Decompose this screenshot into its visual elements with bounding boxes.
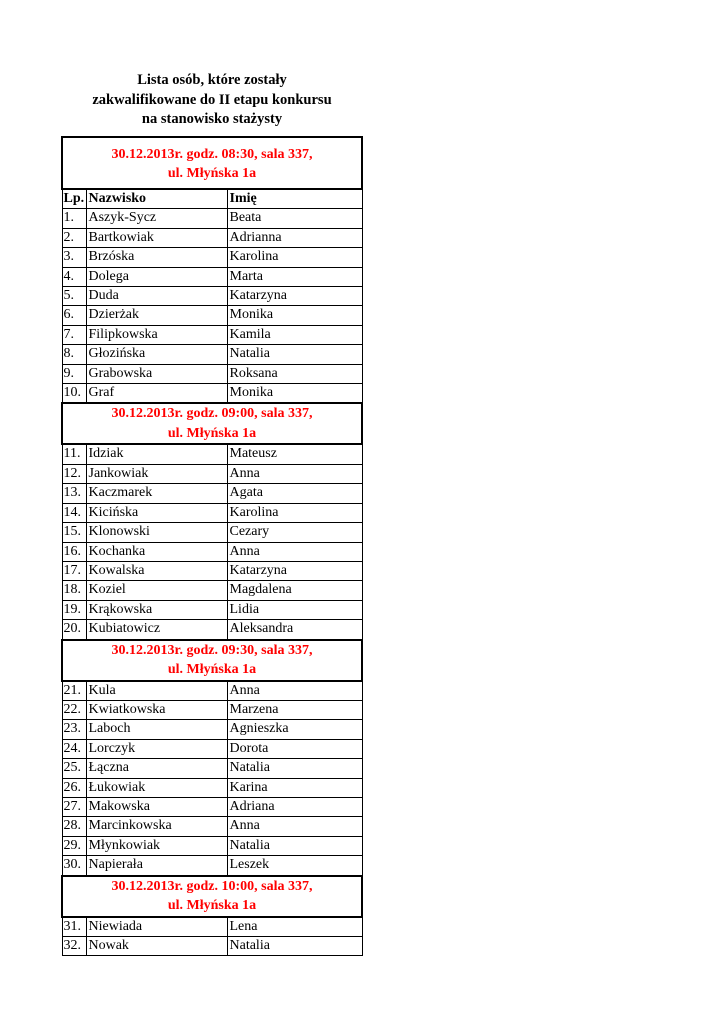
row-surname: Filipkowska [86,325,227,344]
table-row [62,856,362,876]
row-surname: Brzóska [86,248,227,267]
row-number: 4. [62,267,86,286]
header-lp: Lp. [62,189,86,209]
row-firstname: Roksana [227,364,362,383]
row-surname: Aszyk-Sycz [86,209,227,228]
row-surname: Nowak [86,937,227,956]
row-firstname: Adrianna [227,228,362,247]
row-firstname: Dorota [227,739,362,758]
session-date-time-room: 30.12.2013r. godz. 08:30, sala 337, [111,146,313,162]
row-surname: Kowalska [86,561,227,580]
row-number: 2. [62,228,86,247]
table-row [62,345,362,364]
row-surname: Lorczyk [86,739,227,758]
row-number: 21. [62,681,86,701]
row-surname: Dolega [86,267,227,286]
row-surname: Kula [86,681,227,701]
row-surname: Duda [86,287,227,306]
table-row [62,248,362,267]
session-date-time-room: 30.12.2013r. godz. 09:00, sala 337, [111,406,313,422]
table-row [62,561,362,580]
table-row [62,364,362,383]
row-number: 13. [62,484,86,503]
row-number: 17. [62,561,86,580]
session-heading-row [62,640,362,681]
row-surname: Napierała [86,856,227,876]
row-firstname: Marta [227,267,362,286]
row-firstname: Adriana [227,797,362,816]
row-number: 6. [62,306,86,325]
session-heading [62,640,362,681]
session-date-time-room: 30.12.2013r. godz. 09:30, sala 337, [111,642,313,658]
row-surname: Krąkowska [86,600,227,619]
row-surname: Jankowiak [86,464,227,483]
session-address: ul. Młyńska 1a [167,898,257,914]
row-number: 23. [62,720,86,739]
table-row [62,797,362,816]
row-firstname: Katarzyna [227,561,362,580]
row-firstname: Lidia [227,600,362,619]
table-row [62,209,362,228]
row-number: 1. [62,209,86,228]
table-row [62,306,362,325]
table-row [62,681,362,701]
row-firstname: Karina [227,778,362,797]
row-surname: Młynkowiak [86,836,227,855]
table-row [62,778,362,797]
row-firstname: Karolina [227,248,362,267]
table-row [62,384,362,404]
session-address: ul. Młyńska 1a [167,425,257,441]
table-row [62,917,362,937]
candidates-table-body [62,137,362,956]
session-heading [62,137,362,189]
table-row [62,620,362,640]
row-firstname: Cezary [227,523,362,542]
row-number: 5. [62,287,86,306]
row-number: 28. [62,817,86,836]
row-number: 20. [62,620,86,640]
row-surname: Kicińska [86,503,227,522]
row-number: 26. [62,778,86,797]
row-number: 11. [62,444,86,464]
row-number: 25. [62,759,86,778]
row-number: 8. [62,345,86,364]
row-firstname: Anna [227,681,362,701]
row-firstname: Kamila [227,325,362,344]
row-firstname: Natalia [227,836,362,855]
row-number: 24. [62,739,86,758]
document-title [62,71,362,130]
row-surname: Niewiada [86,917,227,937]
row-firstname: Natalia [227,345,362,364]
row-surname: Klonowski [86,523,227,542]
row-number: 22. [62,700,86,719]
row-firstname: Mateusz [227,444,362,464]
row-firstname: Anna [227,817,362,836]
table-row [62,700,362,719]
table-row [62,287,362,306]
table-header-row [62,189,362,209]
row-number: 32. [62,937,86,956]
row-firstname: Magdalena [227,581,362,600]
table-row [62,759,362,778]
row-surname: Kaczmarek [86,484,227,503]
table-row [62,937,362,956]
row-surname: Makowska [86,797,227,816]
header-firstname: Imię [227,189,362,209]
row-number: 14. [62,503,86,522]
row-firstname: Lena [227,917,362,937]
row-number: 16. [62,542,86,561]
table-row [62,325,362,344]
session-heading-row [62,876,362,917]
row-firstname: Karolina [227,503,362,522]
table-row [62,267,362,286]
session-heading-row [62,137,362,189]
table-row [62,581,362,600]
row-firstname: Marzena [227,700,362,719]
row-firstname: Anna [227,464,362,483]
row-firstname: Agnieszka [227,720,362,739]
row-number: 27. [62,797,86,816]
table-row [62,836,362,855]
session-address: ul. Młyńska 1a [167,166,257,181]
row-firstname: Monika [227,384,362,404]
row-firstname: Natalia [227,759,362,778]
candidates-table [61,136,363,956]
row-surname: Kwiatkowska [86,700,227,719]
session-heading [62,876,362,917]
row-number: 30. [62,856,86,876]
table-row [62,542,362,561]
session-heading [62,403,362,444]
table-row [62,484,362,503]
table-row [62,503,362,522]
row-firstname: Leszek [227,856,362,876]
row-number: 29. [62,836,86,855]
row-surname: Łączna [86,759,227,778]
row-surname: Graf [86,384,227,404]
row-firstname: Agata [227,484,362,503]
table-row [62,817,362,836]
session-heading-row [62,403,362,444]
row-number: 9. [62,364,86,383]
row-firstname: Monika [227,306,362,325]
row-number: 7. [62,325,86,344]
row-number: 19. [62,600,86,619]
row-surname: Grabowska [86,364,227,383]
row-surname: Koziel [86,581,227,600]
row-surname: Idziak [86,444,227,464]
title-line-2: zakwalifikowane do II etapu konkursu [92,91,332,108]
table-row [62,464,362,483]
session-address: ul. Młyńska 1a [167,662,257,678]
row-number: 12. [62,464,86,483]
row-surname: Laboch [86,720,227,739]
row-number: 31. [62,917,86,937]
row-surname: Dzierżak [86,306,227,325]
table-row [62,720,362,739]
row-number: 18. [62,581,86,600]
row-firstname: Beata [227,209,362,228]
table-row [62,600,362,619]
table-row [62,523,362,542]
table-row [62,444,362,464]
row-number: 3. [62,248,86,267]
row-surname: Głozińska [86,345,227,364]
row-firstname: Anna [227,542,362,561]
table-row [62,228,362,247]
row-surname: Kubiatowicz [86,620,227,640]
row-surname: Marcinkowska [86,817,227,836]
row-firstname: Aleksandra [227,620,362,640]
row-firstname: Katarzyna [227,287,362,306]
row-number: 10. [62,384,86,404]
table-row [62,739,362,758]
title-line-3: na stanowisko stażysty [141,111,283,127]
row-surname: Łukowiak [86,778,227,797]
row-firstname: Natalia [227,937,362,956]
row-surname: Bartkowiak [86,228,227,247]
row-surname: Kochanka [86,542,227,561]
title-line-1: Lista osób, które zostały [137,72,287,88]
session-date-time-room: 30.12.2013r. godz. 10:00, sala 337, [111,878,313,894]
row-number: 15. [62,523,86,542]
header-surname: Nazwisko [86,189,227,209]
